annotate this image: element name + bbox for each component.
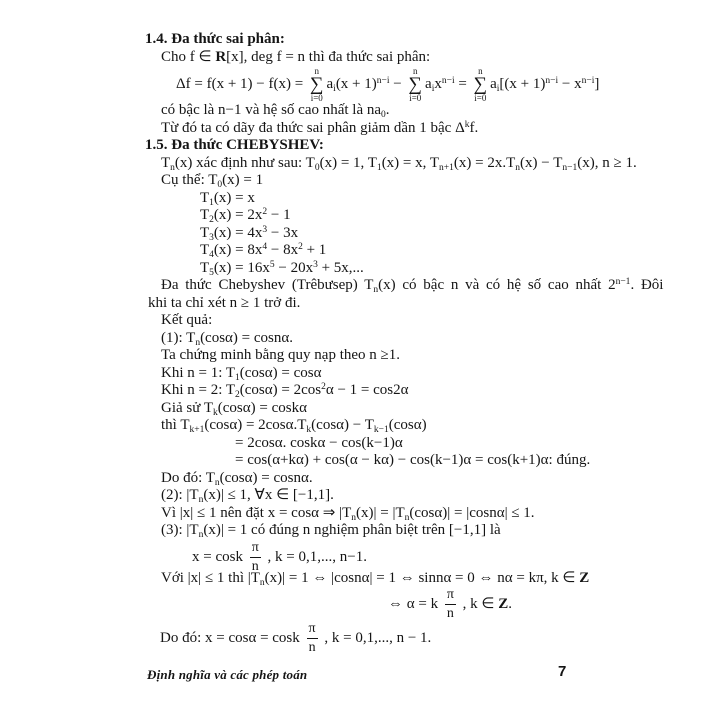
text-line: Từ đó ta có dãy đa thức sai phân giảm dần 1 bậc $\Delta^kf$. <box>161 119 479 136</box>
text-line: = 2cosα. coskα − cos(k−1)α <box>235 434 403 451</box>
text-line: $T_5(x) = 16x^5 - 20x^3 + 5x$,... <box>200 259 364 278</box>
text-line: Cho f ∈ R[x], deg f = n thì đa thức sai phân: <box>161 48 431 65</box>
text-line: Khi n = 1: $T_1(\cos\alpha) = \cos\alpha$ <box>161 364 322 383</box>
text-line: Khi n = 2: $T_2(\cos\alpha) = 2\cos^2\alpha - 1 = \cos 2\alpha$ <box>161 382 409 400</box>
footer-running-title: Định nghĩa và các phép toán <box>147 667 308 682</box>
text-line: Đa thức Chebyshev (Trêbưsep) $T_n(x)$ có bậc n và có hệ số cao nhất $2^{n-1}$. Đôi <box>161 277 664 295</box>
fraction: $\frac{\pi}{n}$ <box>446 587 454 622</box>
fraction: $\frac{\pi}{n}$ <box>308 621 316 656</box>
section-heading: 1.5. Đa thức CHEBYSHEV: <box>145 137 324 153</box>
text-line: Do đó: $T_n(\cos\alpha) = \cos n\alpha$. <box>161 469 313 488</box>
section-heading: 1.4. Đa thức sai phân: <box>145 31 285 47</box>
summation-symbol: n ∑ i=0 <box>473 65 488 103</box>
text-line: $T_3(x) = 4x^3 - 3x$ <box>200 224 299 243</box>
text-line: $T_1(x) = x$ <box>200 189 255 208</box>
text-line: (2): $|T_n(x)| \le 1$, ∀x ∈ [−1,1]. <box>161 487 334 505</box>
text-line: Δf = f(x + 1) − f(x) = n ∑ i=0 $a_i(x + 1)^{n-i}$ − n ∑ i=0 $a_ix^{n-i}$ = n ∑ i=0 $a_i[(x + 1)^{n-i} - x^{n-i}]$ <box>176 65 600 103</box>
text-line: (1): $T_n(\cos\alpha) = \cos n\alpha$. <box>161 329 293 348</box>
text-line: Kết quả: <box>161 312 213 328</box>
text-line: $T_n(x)$ xác định như sau: $T_0(x) = 1$, $T_1(x) = x$, $T_{n+1}(x) = 2x.T_n(x) - T_{n-1}(x)$, n ≥ 1. <box>161 154 637 173</box>
document-body <box>145 31 664 656</box>
text-line: (3): $|T_n(x)| = 1$ có đúng n nghiệm phân biệt trên [−1,1] là <box>161 522 501 540</box>
text-line: Do đó: x = cosα = cosk $\frac{\pi}{n}$ , k = 0,1,..., n − 1. <box>160 621 432 656</box>
text-line: khi ta chỉ xét n ≥ 1 trở đi. <box>148 294 301 311</box>
text-line: Vì |x| ≤ 1 nên đặt x = cosα ⇒ $|T_n(x)| = |T_n(\cos\alpha)| = |\cos n\alpha| \le 1$. <box>161 504 535 523</box>
text-line: = cos(α+kα) + cos(α − kα) − cos(k−1)α = cos(k+1)α: đúng. <box>235 452 591 468</box>
text-line: $T_4(x) = 8x^4 - 8x^2 + 1$ <box>200 242 327 260</box>
text-line: x = cosk $\frac{\pi}{n}$ , k = 0,1,..., n−1. <box>192 539 367 574</box>
text-line: ⇔ α = k $\frac{\pi}{n}$ , k ∈ Z. <box>388 587 512 622</box>
text-line: Ta chứng minh bằng quy nạp theo n ≥1. <box>161 347 401 363</box>
text-line: Với |x| ≤ 1 thì $|T_n(x)| = 1$ ⇔ |cosnα| = 1 ⇔ sinnα = 0 ⇔ nα = kπ, k ∈ Z <box>161 569 590 588</box>
summation-symbol: n ∑ i=0 <box>408 65 423 103</box>
text-line: thì $T_{k+1}(\cos\alpha) = 2\cos\alpha.T_k(\cos\alpha) - T_{k-1}(\cos\alpha)$ <box>161 417 427 435</box>
fraction: $\frac{\pi}{n}$ <box>251 539 259 574</box>
text-line: Cụ thể: $T_0(x) = 1$ <box>161 172 264 190</box>
page-number: 7 <box>558 663 567 680</box>
text-line: Giả sử $T_k(\cos\alpha) = \cos k\alpha$ <box>161 399 307 418</box>
text-line: $T_2(x) = 2x^2 - 1$ <box>200 207 291 225</box>
text-line: có bậc là n−1 và hệ số cao nhất là $na_0$. <box>161 102 390 120</box>
summation-symbol: n ∑ i=0 <box>309 65 324 103</box>
